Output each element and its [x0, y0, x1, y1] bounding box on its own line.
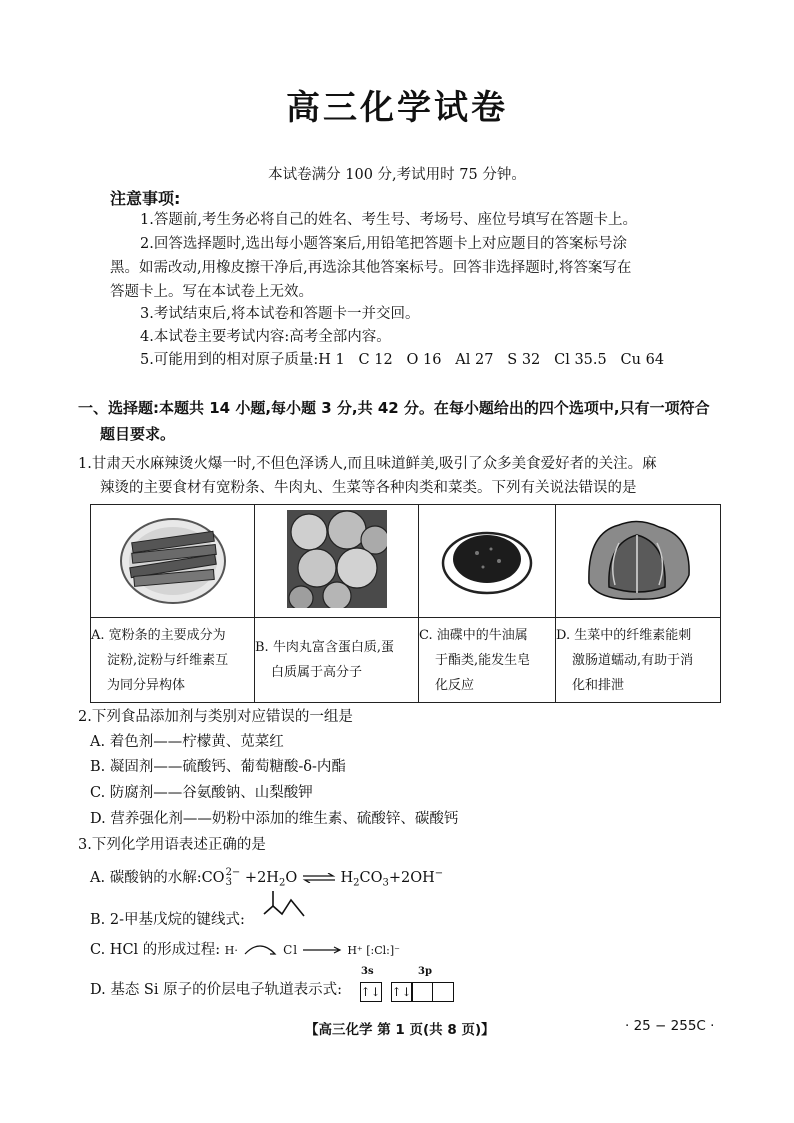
footer-page-info: 【高三化学 第 1 页(共 8 页)】 [305, 1022, 495, 1038]
q3-option-c [90, 938, 400, 963]
noodles-image-cell [91, 505, 255, 618]
page-title: 高三化学试卷 [286, 88, 508, 128]
q3-a-rhs-sub: 2 [353, 877, 360, 889]
q1-option-b-line2: 白质属于高分子 [271, 665, 363, 680]
q1-option-d-line2: 激肠道蠕动,有助于消 [572, 652, 694, 668]
orbital-3s-box [361, 981, 382, 1002]
orbital-3p-boxes [392, 981, 454, 1002]
q1-option-c-line3: 化反应 [435, 677, 475, 693]
notice-item-2-cont: 黑。如需改动,用橡皮擦干净后,再选涂其他答案标号。回答非选择题时,将答案写在 [110, 260, 632, 276]
footer-code: · 25 − 255C · [625, 1018, 715, 1034]
reaction-arrow-icon [303, 946, 343, 954]
q3-b-text: B. 2-甲基戊烷的键线式: [90, 912, 245, 928]
q3-option-b [90, 908, 245, 932]
q1-stem-cont: 辣烫的主要食材有宽粉条、牛肉丸、生菜等各种肉类和菜类。下列有关说法错误的是 [100, 480, 637, 496]
q3-a-mid: +2H [240, 869, 279, 886]
equilibrium-arrow-icon [302, 873, 336, 883]
q3-c-cl: Cl [283, 943, 299, 957]
section-heading: 一、选择题:本题共 14 小题,每小题 3 分,共 42 分。在每小题给出的四个选项中,只有一项符合 [78, 399, 710, 417]
meatballs-image-cell [255, 505, 419, 618]
notice-item-4: 4.本试卷主要考试内容:高考全部内容。 [140, 329, 391, 345]
q3-a-rhs: H [340, 869, 354, 886]
q1-option-d [556, 618, 721, 703]
notice-item-5: 5.可能用到的相对原子质量:H 1 C 12 O 16 Al 27 S 32 Cl 35.5 Cu 64 [140, 352, 665, 368]
q1-option-d-line3: 化和排泄 [572, 677, 625, 693]
oil-dish-image-cell [419, 505, 556, 618]
orbital-3p-cell-3 [432, 982, 454, 1002]
q3-a-rhs3: +2OH [388, 869, 435, 886]
q3-option-d [90, 978, 342, 1002]
q3-a-prefix: A. 碳酸钠的水解:CO [90, 869, 225, 886]
q1-option-a-line2: 淀粉,淀粉与纤维素互 [107, 652, 229, 668]
q3-a-sub: 3 [225, 876, 232, 888]
q1-option-a-line3: 为同分异构体 [107, 677, 186, 693]
q1-option-c-line2: 于酯类,能发生皂 [435, 652, 531, 668]
lettuce-image [579, 513, 697, 605]
wide-noodles-image [118, 513, 228, 605]
beef-balls-image [287, 510, 387, 608]
orbital-3p-cell-1: ↑↓ [391, 982, 413, 1002]
q1-option-a-line1: A. 宽粉条的主要成分为 [91, 627, 226, 643]
q2-option-c: C. 防腐剂——谷氨酸钠、山梨酸钾 [90, 785, 313, 801]
q3-c-product: H⁺ [:Cl:]⁻ [347, 944, 400, 957]
q2-option-b: B. 凝固剂——硫酸钙、葡萄糖酸-δ-内酯 [90, 759, 346, 775]
q1-options-table [90, 504, 721, 703]
q1-option-a [91, 618, 255, 703]
q3-c-h: H· [224, 944, 238, 957]
notice-heading: 注意事项: [110, 189, 181, 208]
q1-option-d-line1: D. 生菜中的纤维素能刺 [556, 627, 692, 643]
q3-d-text: D. 基态 Si 原子的价层电子轨道表示式: [90, 982, 342, 998]
skeletal-formula-icon [262, 888, 308, 920]
orbital-3p-cell-2 [411, 982, 433, 1002]
q3-a-rhs-sub2: 3 [382, 877, 389, 889]
orbital-3s-label: 3s [361, 966, 374, 977]
q3-stem: 3.下列化学用语表述正确的是 [78, 837, 266, 853]
notice-item-2-cont2: 答题卡上。写在本试卷上无效。 [110, 284, 313, 300]
q3-a-charge: 2− [225, 866, 241, 878]
orbital-3p-label: 3p [418, 966, 432, 977]
q1-option-b-line1: B. 牛肉丸富含蛋白质,蛋 [255, 640, 394, 655]
notice-item-2: 2.回答选择题时,选出每小题答案后,用铅笔把答题卡上对应题目的答案标号涂 [140, 236, 628, 252]
q3-a-rhs-sup: − [434, 868, 444, 879]
orbital-3s-cell: ↑↓ [360, 982, 382, 1002]
lettuce-image-cell [556, 505, 721, 618]
q2-option-a: A. 着色剂——柠檬黄、苋菜红 [90, 734, 284, 750]
q3-a-rhs2: CO [359, 869, 383, 886]
section-heading-cont: 题目要求。 [100, 425, 176, 443]
q1-stem: 1.甘肃天水麻辣烫火爆一时,不但色泽诱人,而且味道鲜美,吸引了众多美食爱好者的关注。麻 [78, 456, 657, 472]
oil-dish-image [439, 517, 535, 601]
q3-a-sub2: 2 [278, 877, 286, 889]
q1-option-b [255, 618, 419, 703]
q3-a-o: O [285, 869, 298, 886]
q2-option-d: D. 营养强化剂——奶粉中添加的维生素、硫酸锌、碳酸钙 [90, 811, 459, 827]
q3-c-text: C. HCl 的形成过程: [90, 942, 221, 958]
q1-option-c-line1: C. 油碟中的牛油属 [419, 627, 528, 643]
exam-info: 本试卷满分 100 分,考试用时 75 分钟。 [268, 167, 526, 183]
notice-item-3: 3.考试结束后,将本试卷和答题卡一并交回。 [140, 306, 420, 322]
q1-option-c [419, 618, 556, 703]
notice-item-1: 1.答题前,考生务必将自己的姓名、考生号、考场号、座位号填写在答题卡上。 [140, 212, 637, 228]
electron-transfer-arc-icon [242, 942, 278, 958]
q2-stem: 2.下列食品添加剂与类别对应错误的一组是 [78, 709, 353, 725]
